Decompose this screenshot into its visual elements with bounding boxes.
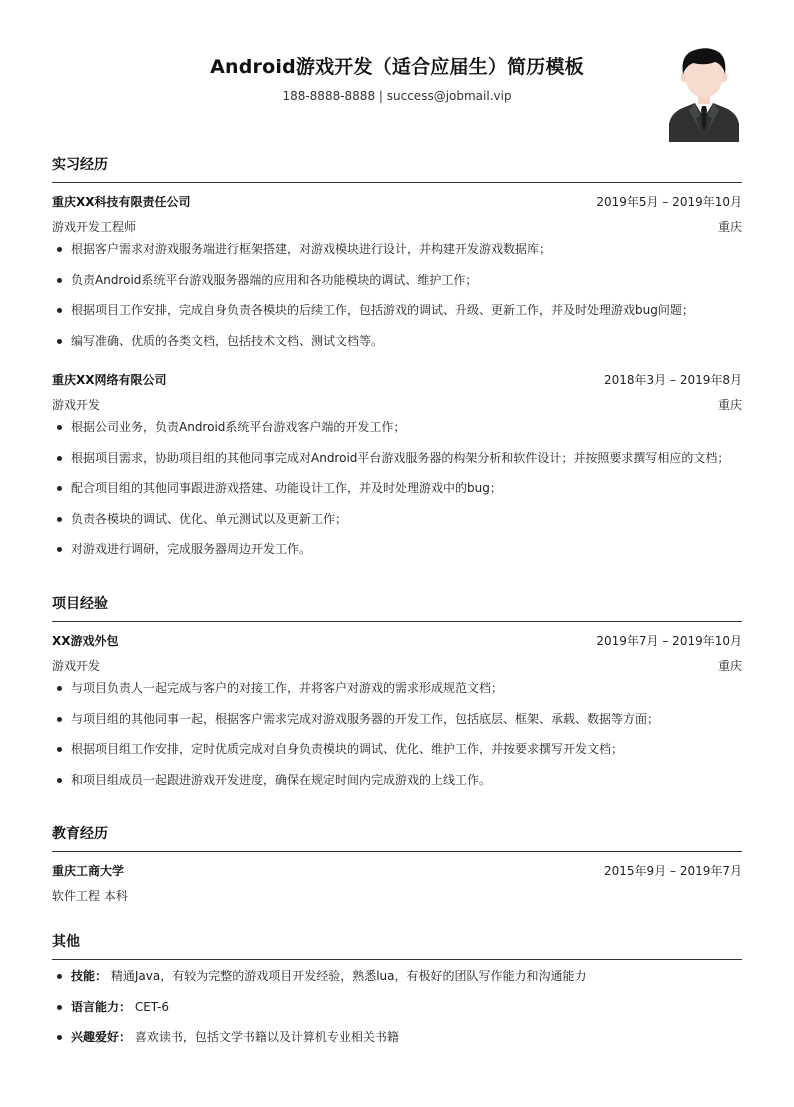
- language-text: CET-6: [134, 999, 169, 1014]
- bullet-item: [52, 333, 742, 349]
- bullet-dot-icon: [57, 778, 62, 783]
- language-label: 语言能力：: [71, 999, 132, 1014]
- bullet-item: [52, 711, 742, 727]
- bullet-item: [52, 680, 742, 696]
- bullet-text: 根据项目组工作安排，定时优质完成对自身负责模块的调试、优化、维护工作，并按要求撰写开发文档；: [71, 742, 624, 756]
- section-title-education: 教育经历: [52, 826, 108, 842]
- bullet-item: [52, 272, 742, 288]
- bullet-text: 根据项目工作安排，完成自身负责各模块的后续工作，包括游戏的调试、升级、更新工作，并及时处理游戏bug问题；: [71, 303, 694, 317]
- bullet-dot-icon: [57, 308, 62, 313]
- hobbies-label: 兴趣爱好：: [71, 1030, 132, 1044]
- bullet-dot-icon: [57, 339, 62, 344]
- school-name: 重庆工商大学: [52, 864, 125, 878]
- hobbies-text: 喜欢读书，包括文学书籍以及计算机专业相关书籍: [134, 1030, 399, 1044]
- education-section: [52, 822, 742, 907]
- entry-date: 2015年9月 – 2019年7月: [604, 864, 742, 878]
- job-role: 游戏开发工程师: [52, 220, 137, 234]
- section-divider: [52, 621, 742, 622]
- bullet-item: [52, 302, 742, 318]
- entry-location: 重庆: [717, 398, 742, 412]
- bullet-text: 负责Android系统平台游戏服务器端的应用和各功能模块的调试、维护工作；: [71, 272, 478, 287]
- section-divider: [52, 851, 742, 852]
- section-title-other: 其他: [52, 934, 80, 950]
- bullet-text: 与项目组的其他同事一起，根据客户需求完成对游戏服务器的开发工作，包括底层、框架、承载、数据等方面；: [71, 711, 660, 726]
- bullet-item: [52, 741, 742, 757]
- entry-location: 重庆: [717, 659, 742, 673]
- bullet-item: [52, 480, 742, 496]
- bullet-dot-icon: [57, 247, 62, 252]
- company-name: 重庆XX科技有限责任公司: [52, 195, 191, 209]
- bullet-dot-icon: [57, 1005, 62, 1010]
- bullet-text: 与项目负责人一起完成与客户的对接工作，并将客户对游戏的需求形成规范文档；: [71, 681, 504, 695]
- section-divider: [52, 959, 742, 960]
- bullet-dot-icon: [57, 547, 62, 552]
- bullet-dot-icon: [57, 717, 62, 722]
- bullet-text: 根据项目需求，协助项目组的其他同事完成对Android平台游戏服务器的构架分析和软件设计；并按照要求撰写相应的文档；: [71, 450, 730, 465]
- projects-section: [52, 592, 742, 792]
- internship-entry-1: [52, 191, 742, 349]
- section-divider: [52, 182, 742, 183]
- bullet-text: 根据公司业务，负责Android系统平台游戏客户端的开发工作；: [71, 420, 406, 434]
- bullet-text: 负责各模块的调试、优化、单元测试以及更新工作；: [71, 511, 348, 526]
- bullet-list: [52, 419, 742, 557]
- internship-section: [52, 153, 742, 353]
- bullet-dot-icon: [57, 974, 62, 979]
- other-section: [52, 930, 742, 1049]
- bullet-dot-icon: [57, 686, 62, 691]
- resume-title: Android游戏开发（适合应届生）简历模板: [210, 56, 584, 78]
- project-name: XX游戏外包: [52, 634, 119, 648]
- contact-info: 188-8888-8888 | success@jobmail.vip: [282, 89, 512, 103]
- bullet-dot-icon: [57, 456, 62, 461]
- job-role: 游戏开发: [52, 398, 101, 412]
- bullet-list: [52, 241, 742, 349]
- bullet-text: 配合项目组的其他同事跟进游戏搭建、功能设计工作，并及时处理游戏中的bug；: [71, 481, 502, 495]
- bullet-item: [52, 968, 742, 984]
- section-title-internship: 实习经历: [52, 157, 108, 173]
- skills-label: 技能：: [71, 969, 108, 983]
- company-name: 重庆XX网络有限公司: [52, 373, 167, 387]
- entry-date: 2019年5月 – 2019年10月: [596, 195, 742, 209]
- bullet-item: [52, 241, 742, 257]
- bullet-item: [52, 450, 742, 466]
- bullet-item: [52, 511, 742, 527]
- section-title-projects: 项目经验: [52, 596, 108, 612]
- internship-entry-2: [52, 369, 742, 561]
- bullet-item: [52, 541, 742, 557]
- bullet-list: [52, 968, 742, 1045]
- bullet-text: 对游戏进行调研，完成服务器周边开发工作。: [71, 542, 312, 556]
- skills-text: 精通Java，有较为完整的游戏项目开发经验，熟悉lua，有极好的团队写作能力和沟通能力: [110, 969, 587, 983]
- bullet-item: [52, 999, 742, 1015]
- entry-location: 重庆: [717, 220, 742, 234]
- major-degree: 软件工程 本科: [52, 889, 128, 903]
- bullet-item: [52, 772, 742, 788]
- job-role: 游戏开发: [52, 659, 101, 673]
- bullet-dot-icon: [57, 425, 62, 430]
- bullet-dot-icon: [57, 747, 62, 752]
- bullet-dot-icon: [57, 1035, 62, 1040]
- bullet-list: [52, 680, 742, 788]
- bullet-text: 根据客户需求对游戏服务端进行框架搭建，对游戏模块进行设计，并构建开发游戏数据库；: [71, 242, 552, 256]
- bullet-item: [52, 419, 742, 435]
- bullet-item: [52, 1029, 742, 1045]
- entry-date: 2018年3月 – 2019年8月: [604, 373, 742, 387]
- bullet-dot-icon: [57, 278, 62, 283]
- bullet-dot-icon: [57, 486, 62, 491]
- person-in-suit-avatar-icon: [669, 44, 739, 142]
- bullet-text: 编写准确、优质的各类文档，包括技术文档、测试文档等。: [71, 333, 384, 348]
- entry-date: 2019年7月 – 2019年10月: [596, 634, 742, 648]
- bullet-text: 和项目组成员一起跟进游戏开发进度，确保在规定时间内完成游戏的上线工作。: [71, 772, 492, 787]
- bullet-dot-icon: [57, 517, 62, 522]
